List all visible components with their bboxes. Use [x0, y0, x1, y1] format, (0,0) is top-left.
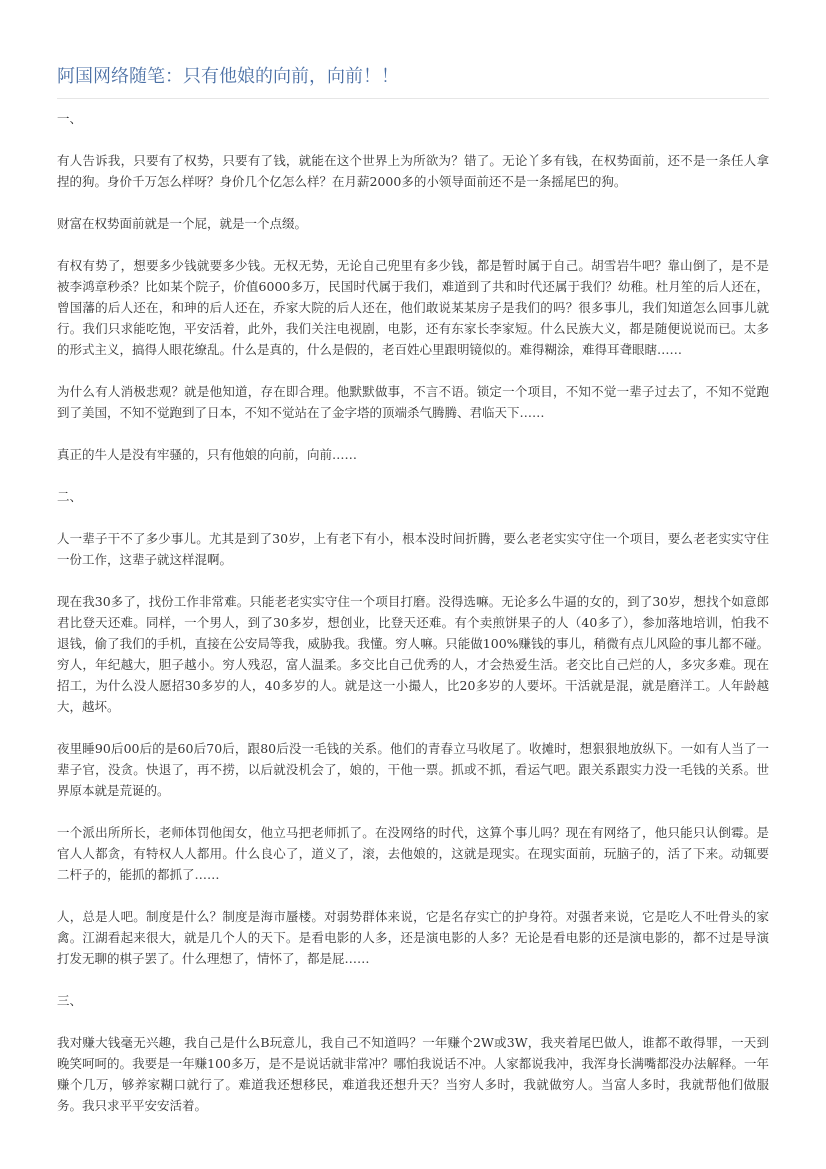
article-body	[57, 108, 769, 1116]
paragraph: 有权有势了，想要多少钱就要多少钱。无权无势，无论自己兜里有多少钱，都是暂时属于自己。胡雪岩牛吧？靠山倒了，是不是被李鸿章秒杀？比如某个院子，价值6000多万，民国时代属于我们，难道到了共和时代还属于我们？幼稚。杜月笙的后人还在，曾国藩的后人还在，和珅的后人还在，乔家大院的后人还在，他们敢说某某房子是我们的吗？很多事儿，我们知道怎么回事儿就行。我们只求能吃饱，平安活着，此外，我们关注电视剧，电影，还有东家长李家短。什么民族大义，都是随便说说而已。太多的形式主义，搞得人眼花缭乱。什么是真的，什么是假的，老百姓心里跟明镜似的。难得糊涂，难得耳聋眼瞎……	[57, 258, 769, 357]
paragraph: 为什么有人消极悲观？就是他知道，存在即合理。他默默做事，不言不语。锁定一个项目，不知不觉一辈子过去了，不知不觉跑到了美国，不知不觉跑到了日本，不知不觉站在了金字塔的顶端杀气腾腾、君临天下……	[57, 384, 769, 420]
title-divider	[57, 98, 769, 99]
paragraph: 真正的牛人是没有牢骚的，只有他娘的向前，向前……	[57, 447, 358, 462]
paragraph: 人一辈子干不了多少事儿。尤其是到了30岁，上有老下有小，根本没时间折腾，要么老老实实守住一个项目，要么老老实实守住一份工作，这辈子就这样混啊。	[57, 531, 769, 567]
article-title: 阿国网络随笔：只有他娘的向前，向前！！	[57, 66, 399, 87]
section-heading-2: 二、	[57, 489, 83, 504]
paragraph: 夜里睡90后00后的是60后70后，跟80后没一毛钱的关系。他们的青春立马收尾了。收摊时，想狠狠地放纵下。一如有人当了一辈子官，没贪。快退了，再不捞，以后就没机会了，娘的，干他一票。抓或不抓，看运气吧。跟关系跟实力没一毛钱的关系。世界原本就是荒诞的。	[57, 741, 769, 798]
paragraph: 财富在权势面前就是一个屁，就是一个点缀。	[57, 216, 308, 231]
paragraph: 有人告诉我，只要有了权势，只要有了钱，就能在这个世界上为所欲为？错了。无论丫多有钱，在权势面前，还不是一条任人拿捏的狗。身价千万怎么样呀？身价几个亿怎么样？在月薪2000多的小领导面前还不是一条摇尾巴的狗。	[57, 153, 769, 189]
paragraph: 现在我30多了，找份工作非常难。只能老老实实守住一个项目打磨。没得选嘛。无论多么牛逼的女的，到了30岁，想找个如意郎君比登天还难。同样，一个男人，到了30多岁，想创业，比登天还难。有个卖煎饼果子的人（40多了），参加落地培训，怕我不退钱，偷了我们的手机，直接在公安局等我，威胁我。我懂。穷人嘛。只能做100%赚钱的事儿，稍微有点儿风险的事儿都不碰。穷人，年纪越大，胆子越小。穷人残忍，富人温柔。多交比自己优秀的人，才会热爱生活。老交比自己烂的人，多灾多难。现在招工，为什么没人愿招30多岁的人，40多岁的人。就是这一小撮人，比20多岁的人要坏。干活就是混，就是磨洋工。人年龄越大，越坏。	[57, 594, 769, 714]
section-heading-1: 一、	[57, 111, 83, 126]
section-heading-3: 三、	[57, 993, 83, 1008]
paragraph: 人，总是人吧。制度是什么？制度是海市蜃楼。对弱势群体来说，它是名存实亡的护身符。对强者来说，它是吃人不吐骨头的家禽。江湖看起来很大，就是几个人的天下。是看电影的人多，还是演电影的人多？无论是看电影的还是演电影的，都不过是导演打发无聊的棋子罢了。什么理想了，情怀了，都是屁……	[57, 909, 769, 966]
paragraph: 一个派出所所长，老师体罚他闺女，他立马把老师抓了。在没网络的时代，这算个事儿吗？现在有网络了，他只能只认倒霉。是官人人都贪，有特权人人都用。什么良心了，道义了，滚，去他娘的，这就是现实。在现实面前，玩脑子的，活了下来。动辄要二杆子的，能抓的都抓了……	[57, 825, 769, 882]
paragraph: 我对赚大钱毫无兴趣，我自己是什么B玩意儿，我自己不知道吗？一年赚个2W或3W，我夹着尾巴做人，谁都不敢得罪，一天到晚笑呵呵的。我要是一年赚100多万，是不是说话就非常冲？哪怕我说话不冲。人家都说我冲，我浑身长满嘴都没办法解释。一年赚个几万，够养家糊口就行了。难道我还想移民，难道我还想升天？当穷人多时，我就做穷人。当富人多时，我就帮他们做服务。我只求平平安安活着。	[57, 1035, 769, 1113]
